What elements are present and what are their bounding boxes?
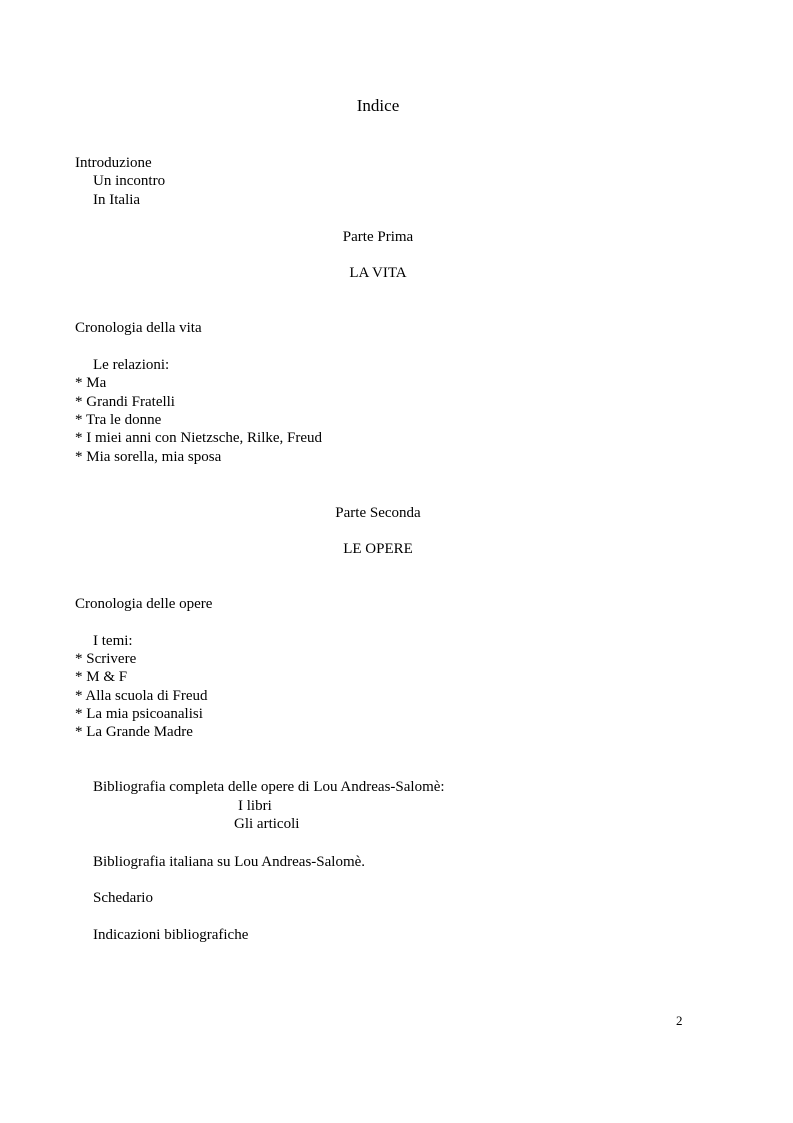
themes-item: * Alla scuola di Freud — [75, 688, 208, 704]
part-two-title: LE OPERE — [343, 541, 413, 557]
part-two-label: Parte Seconda — [335, 505, 421, 521]
books-subheading: I libri — [238, 798, 272, 814]
part-one-title: LA VITA — [349, 265, 407, 281]
themes-heading: I temi: — [93, 633, 133, 649]
relations-heading: Le relazioni: — [93, 357, 170, 373]
page-number: 2 — [676, 1013, 683, 1028]
relations-item: * Tra le donne — [75, 412, 162, 428]
themes-item: * La mia psicoanalisi — [75, 706, 203, 722]
articles-subheading: Gli articoli — [234, 816, 300, 832]
themes-item: * La Grande Madre — [75, 724, 193, 740]
relations-item: * I miei anni con Nietzsche, Rilke, Freud — [75, 430, 323, 446]
themes-item: * Scrivere — [75, 651, 137, 667]
italian-bibliography-heading: Bibliografia italiana su Lou Andreas-Salomè. — [93, 854, 366, 870]
themes-item: * M & F — [75, 669, 128, 685]
complete-bibliography-heading: Bibliografia completa delle opere di Lou Andreas-Salomè: — [93, 779, 445, 795]
relations-item: * Ma — [75, 375, 107, 391]
card-index-heading: Schedario — [93, 890, 153, 906]
life-chronology-heading: Cronologia della vita — [75, 320, 202, 336]
relations-item: * Grandi Fratelli — [75, 394, 175, 410]
relations-item: * Mia sorella, mia sposa — [75, 449, 222, 465]
part-one-label: Parte Prima — [342, 229, 414, 245]
bibliographic-notes-heading: Indicazioni bibliografiche — [93, 927, 249, 943]
intro-item: In Italia — [93, 192, 141, 208]
works-chronology-heading: Cronologia delle opere — [75, 596, 213, 612]
intro-heading: Introduzione — [75, 155, 152, 171]
intro-item: Un incontro — [93, 173, 166, 189]
page-title: Indice — [356, 96, 400, 115]
